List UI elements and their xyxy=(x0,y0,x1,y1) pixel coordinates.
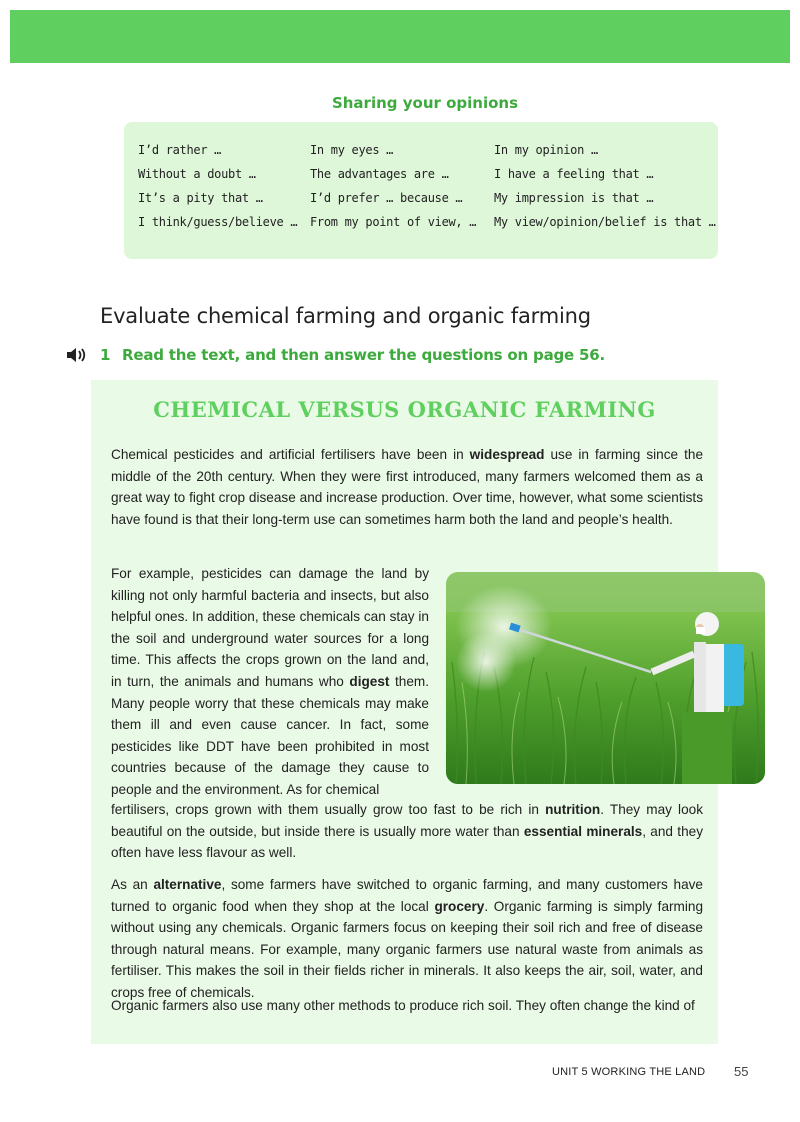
keyword: digest xyxy=(349,673,390,689)
paragraph-2-continued: fertilisers, crops grown with them usually grow too fast to be rich in nutrition. They may look beautiful on the outside, but inside there is usually more water than essential minerals, and they often have less flavour as well. xyxy=(111,802,703,861)
phrase: I’d rather … xyxy=(138,143,222,157)
phrase: I’d prefer … because … xyxy=(310,191,463,205)
phrases-column-3 xyxy=(494,140,716,236)
phrases-column-2 xyxy=(310,140,476,236)
phrase: I have a feeling that … xyxy=(494,167,654,181)
phrases-panel xyxy=(124,122,718,259)
phrase: My view/opinion/belief is that … xyxy=(494,215,716,229)
paragraph-4: Organic farmers also use many other methods to produce rich soil. They often change the kind of xyxy=(111,998,695,1013)
activity-number: 1 xyxy=(100,346,111,364)
header-band xyxy=(10,10,790,63)
farmer-spraying-photo xyxy=(446,572,765,784)
paragraph-3: As an alternative, some farmers have switched to organic farming, and many customers have turned to organic food when they shop at the local grocery. Organic farming is simply farming without using any chemicals. Organic farmers focus on keeping their soil rich and free of disease through natural means. For example, many organic farmers use natural waste from animals as fertiliser. This makes the soil in their fields richer in minerals. It also keeps the air, soil, water, and crops free of chemicals. xyxy=(111,877,703,1000)
phrases-column-1 xyxy=(138,140,297,236)
activity-instruction: Read the text, and then answer the questions on page 56. xyxy=(122,346,606,364)
phrase: In my eyes … xyxy=(310,143,394,157)
keyword: grocery xyxy=(434,898,485,914)
keyword: essential minerals xyxy=(523,823,643,839)
paragraph-1: Chemical pesticides and artificial fertilisers have been in widespread use in farming since the middle of the 20th century. When they were first introduced, many farmers welcomed them as a great way to fight crop disease and increase production. Over time, however, what some scientists have found is that their long-term use can sometimes harm both the land and people’s health. xyxy=(111,447,703,527)
paragraph-2: For example, pesticides can damage the land by killing not only harmful bacteria and insects, but also helpful ones. In addition, these chemicals can stay in the soil and underground water sources for a long time. This affects the crops grown on the land and, in turn, the animals and humans who digest them. Many people worry that these chemicals may make them ill and even cause cancer. In fact, some pesticides like DDT have been prohibited in most countries because of the damage they cause to people and the environment. As for chemical xyxy=(111,566,429,797)
phrase: Without a doubt … xyxy=(138,167,256,181)
keyword: nutrition xyxy=(545,802,601,817)
keyword: widespread xyxy=(469,447,545,462)
phrase: The advantages are … xyxy=(310,167,449,181)
page-number: 55 xyxy=(734,1064,749,1079)
audio-speaker-icon[interactable] xyxy=(66,346,88,364)
phrases-title: Sharing your opinions xyxy=(331,94,519,112)
reading-title: CHEMICAL VERSUS ORGANIC FARMING xyxy=(153,397,656,422)
keyword: alternative xyxy=(153,877,222,892)
footer-unit-label: UNIT 5 WORKING THE LAND xyxy=(552,1066,706,1078)
phrase: From my point of view, … xyxy=(310,215,477,229)
phrase: In my opinion … xyxy=(494,143,598,157)
phrase: My impression is that … xyxy=(494,191,654,205)
phrase: I think/guess/believe … xyxy=(138,215,298,229)
phrase: It’s a pity that … xyxy=(138,191,263,205)
section-heading: Evaluate chemical farming and organic farming xyxy=(100,304,591,328)
